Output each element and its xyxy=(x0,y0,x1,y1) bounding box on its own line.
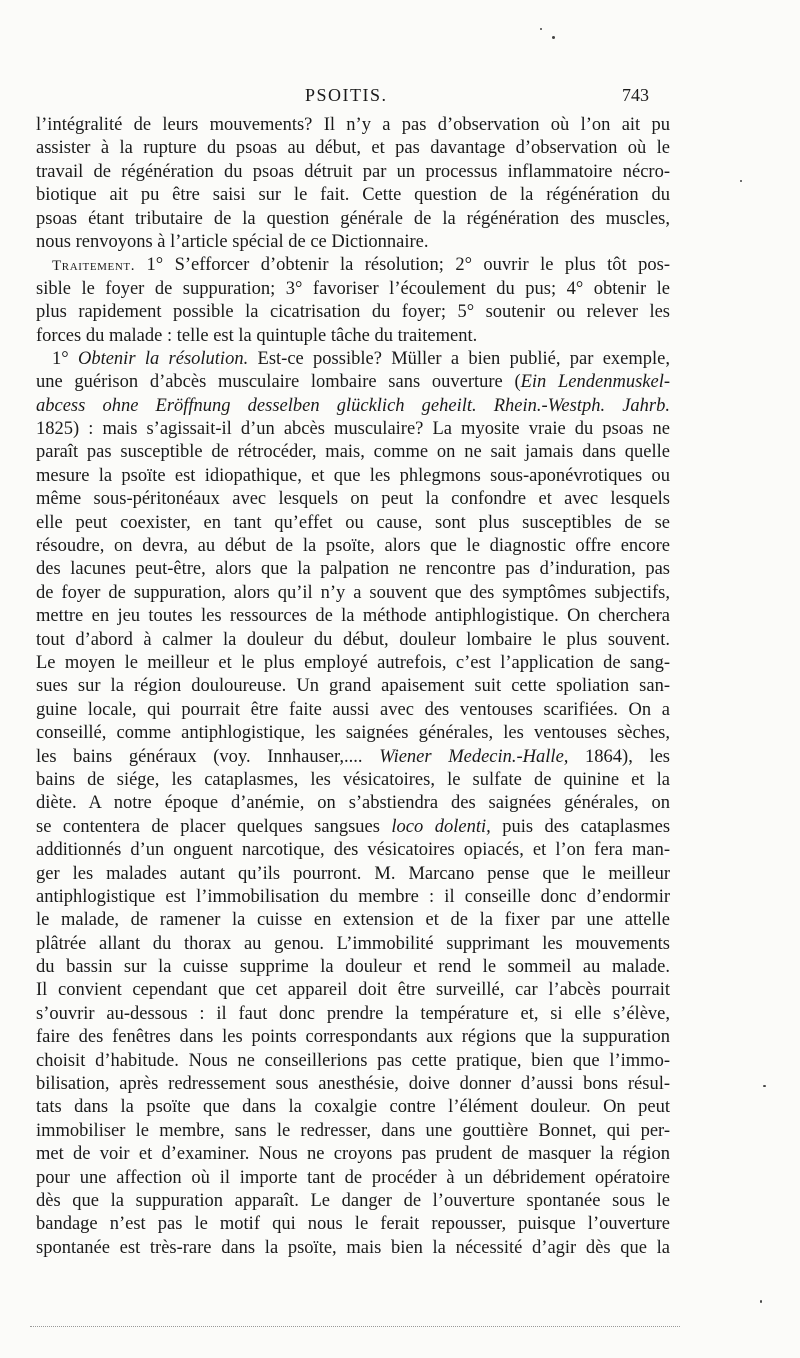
text-line xyxy=(36,137,670,160)
text-line xyxy=(36,301,670,324)
text-line xyxy=(36,184,670,207)
text-line xyxy=(36,114,670,137)
text-line xyxy=(36,769,670,792)
text-line xyxy=(36,909,670,932)
text-line xyxy=(36,1143,670,1166)
text-segment: Est-ce possible? Müller a bien publié, par exemple, xyxy=(248,348,670,369)
text-line xyxy=(36,816,670,839)
text-line xyxy=(36,418,670,441)
text-line xyxy=(36,161,670,184)
scan-speck xyxy=(540,28,542,30)
text-line xyxy=(36,254,670,277)
text-segment: spontanée est très-rare dans la psoïte, mais bien la nécessité d’agir dès que la xyxy=(36,1237,670,1258)
text-line xyxy=(36,371,670,394)
text-line xyxy=(36,231,670,254)
scan-speck xyxy=(552,36,555,39)
text-segment: mesure la psoïte est idiopathique, et que les phlegmons sous-aponévrotiques ou xyxy=(36,465,670,486)
text-segment: 1864), les xyxy=(568,746,670,767)
text-line xyxy=(36,1026,670,1049)
text-line xyxy=(36,1167,670,1190)
text-line xyxy=(36,863,670,886)
text-segment: sible le foyer de suppuration; 3° favoriser l’écoulement du pus; 4° obtenir le xyxy=(36,278,670,299)
text-line xyxy=(36,441,670,464)
scan-speck xyxy=(760,1300,762,1303)
text-segment: du bassin sur la cuisse supprime la douleur et rend le sommeil au malade. xyxy=(36,957,670,978)
running-head xyxy=(0,85,800,109)
text-segment: met de voir et d’examiner. Nous ne croyons pas prudent de masquer la région xyxy=(36,1144,670,1165)
text-line xyxy=(36,582,670,605)
text-segment: immobiliser le membre, sans le redresser, dans une gouttière Bonnet, qui per- xyxy=(36,1120,670,1141)
text-segment: faire des fenêtres dans les points correspondants aux régions que la suppuration xyxy=(36,1027,670,1048)
page-edge-noise xyxy=(30,1326,680,1329)
body-text xyxy=(36,114,670,1260)
text-segment: plus rapidement possible la cicatrisation du foyer; 5° soutenir ou relever les xyxy=(36,302,670,323)
text-segment: psoas étant tributaire de la question générale de la régénération des muscles, xyxy=(36,208,670,229)
text-line xyxy=(36,746,670,769)
italic-text: Wiener Medecin.-Halle, xyxy=(379,746,569,767)
text-line xyxy=(36,558,670,581)
text-segment: diète. A notre époque d’anémie, on s’abstiendra des saignées générales, on xyxy=(36,793,670,814)
text-segment: Il convient cependant que cet appareil doit être surveillé, car l’abcès pourrait xyxy=(36,980,670,1001)
text-segment: même sous-péritonéaux avec lesquels on peut la confondre et avec lesquels xyxy=(36,489,670,510)
text-segment: les bains généraux (voy. Innhauser,.... xyxy=(36,746,380,767)
text-segment: une guérison d’abcès musculaire lombaire sans ouverture ( xyxy=(36,372,521,393)
text-line xyxy=(36,886,670,909)
text-segment: plâtrée allant du thorax au genou. L’immobilité supprimant les mouvements xyxy=(36,933,670,954)
text-segment: tout d’abord à calmer la douleur du début, douleur lombaire le plus souvent. xyxy=(36,629,670,650)
text-line xyxy=(36,1237,670,1260)
text-line xyxy=(36,278,670,301)
text-line xyxy=(36,979,670,1002)
text-line xyxy=(36,348,670,371)
text-line xyxy=(36,652,670,675)
text-segment: conseillé, comme antiphlogistique, les saignées générales, les ventouses sèches, xyxy=(36,723,670,744)
text-segment: bilisation, après redressement sous anesthésie, doive donner d’aussi bons résul- xyxy=(36,1074,670,1095)
text-segment: dès que la suppuration apparaît. Le danger de l’ouverture spontanée sous le xyxy=(36,1190,670,1211)
text-segment: 1° xyxy=(52,348,78,369)
text-segment: ger les malades autant qu’ils pourront. M. Marcano pense que le meilleur xyxy=(36,863,670,884)
italic-text: Obtenir la résolution. xyxy=(77,348,249,369)
text-segment: guine locale, qui pourrait être faite aussi avec des ventouses scarifiées. On a xyxy=(36,699,670,720)
text-segment: elle peut coexister, en tant qu’effet ou cause, sont plus susceptibles de se xyxy=(36,512,670,533)
italic-text: loco dolenti, xyxy=(391,816,491,837)
text-line xyxy=(36,465,670,488)
text-line xyxy=(36,535,670,558)
text-segment: tats dans la psoïte que dans la coxalgie contre l’élément douleur. On peut xyxy=(36,1097,670,1118)
text-segment: se contentera de placer quelques sangsues xyxy=(36,816,392,837)
text-line xyxy=(36,722,670,745)
text-line xyxy=(36,792,670,815)
text-line xyxy=(36,1213,670,1236)
text-segment: le malade, de ramener la cuisse en extension et de la fixer par une attelle xyxy=(36,910,670,931)
text-segment: 1° S’efforcer d’obtenir la résolution; 2° ouvrir le plus tôt pos- xyxy=(135,255,670,276)
text-segment: puis des cataplasmes xyxy=(490,816,670,837)
section-heading: Traitement. xyxy=(52,258,136,275)
text-line xyxy=(36,1003,670,1026)
italic-text: Ein Lendenmuskel- xyxy=(520,372,670,393)
text-line xyxy=(36,839,670,862)
text-segment: 1825) : mais s’agissait-il d’un abcès musculaire? La myosite vraie du psoas ne xyxy=(36,419,670,440)
text-segment: choisit d’habitude. Nous ne conseillerions pas cette pratique, bien que l’immo- xyxy=(36,1050,670,1071)
scan-speck xyxy=(740,180,742,182)
text-line xyxy=(36,488,670,511)
text-segment: biotique ait pu être saisi sur le fait. Cette question de la régénération du xyxy=(36,185,670,206)
scan-speck xyxy=(763,1085,766,1087)
text-line xyxy=(36,629,670,652)
text-segment: paraît pas susceptible de rétrocéder, mais, comme on ne sait jamais dans quelle xyxy=(36,442,670,463)
text-line xyxy=(36,1096,670,1119)
text-segment: l’intégralité de leurs mouvements? Il n’y a pas d’observation où l’on ait pu xyxy=(36,115,670,135)
text-line xyxy=(36,933,670,956)
text-line xyxy=(36,675,670,698)
page-number: 743 xyxy=(622,85,649,105)
text-line xyxy=(36,395,670,418)
text-segment: forces du malade : telle est la quintuple tâche du traitement. xyxy=(36,325,478,346)
text-segment: nous renvoyons à l’article spécial de ce Dictionnaire. xyxy=(36,231,429,252)
text-line xyxy=(36,208,670,231)
text-line xyxy=(36,325,670,348)
text-segment: bandage n’est pas le motif qui nous le ferait repousser, puisque l’ouverture xyxy=(36,1214,670,1235)
text-segment: mettre en jeu toutes les ressources de la méthode antiphlogistique. On cherchera xyxy=(36,606,670,627)
text-line xyxy=(36,1120,670,1143)
text-line xyxy=(36,512,670,535)
text-segment: de foyer de suppuration, alors qu’il n’y a souvent que des symptômes subjectifs, xyxy=(36,582,670,603)
text-line xyxy=(36,1190,670,1213)
text-line xyxy=(36,1073,670,1096)
text-segment: antiphlogistique est l’immobilisation du membre : il conseille donc d’endormir xyxy=(36,886,670,907)
text-line xyxy=(36,1050,670,1073)
text-segment: pour une affection où il importe tant de procéder à un débridement opératoire xyxy=(36,1167,670,1188)
italic-text: abcess ohne Eröffnung desselben glücklich geheilt. Rhein.-Westph. Jahrb. xyxy=(36,395,670,416)
text-line xyxy=(36,605,670,628)
text-line xyxy=(36,699,670,722)
text-segment: additionnés d’un onguent narcotique, des vésicatoires opiacés, et l’on fera man- xyxy=(36,840,670,861)
running-title: PSOITIS. xyxy=(305,85,388,105)
text-segment: sues sur la région douloureuse. Un grand apaisement suit cette spoliation san- xyxy=(36,676,670,697)
text-segment: Le moyen le meilleur et le plus employé autrefois, c’est l’application de sang- xyxy=(36,652,670,673)
text-segment: bains de siége, les cataplasmes, les vésicatoires, le sulfate de quinine et la xyxy=(36,769,670,790)
text-segment: assister à la rupture du psoas au début, et pas davantage d’observation où le xyxy=(36,138,670,159)
text-segment: travail de régénération du psoas détruit par un processus inflammatoire nécro- xyxy=(36,161,670,182)
text-line xyxy=(36,956,670,979)
text-segment: résoudre, on devra, au début de la psoïte, alors que le diagnostic offre encore xyxy=(36,536,670,557)
text-segment: des lacunes peut-être, alors que la palpation ne rencontre pas d’induration, pas xyxy=(36,559,670,580)
text-segment: s’ouvrir au-dessous : il faut donc prendre la température et, si elle s’élève, xyxy=(36,1003,670,1024)
